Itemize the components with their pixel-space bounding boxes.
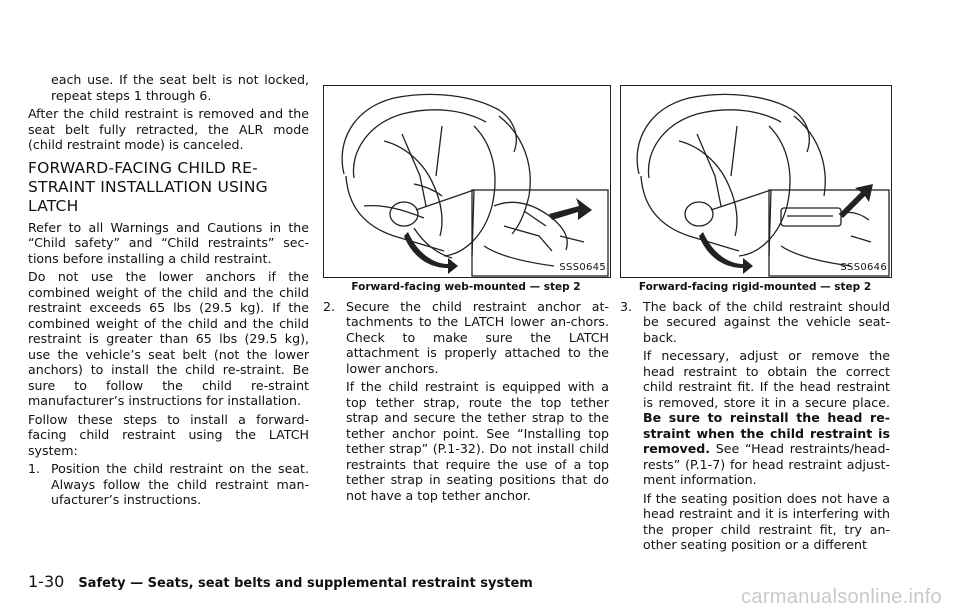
continued-paragraph: each use. If the seat belt is not locked, repeat steps 1 through 6. [51, 72, 309, 103]
refer-paragraph: Refer to all Warnings and Cautions in the “Child safety” and “Child restraints” sec-tions before installing a child restraint. [28, 219, 309, 266]
step-text: Secure the child restraint anchor at-tachments to the LATCH lower an-chors. Check to make sure the LATCH attachment is properly attached to the lower anchors. [346, 298, 609, 376]
alr-paragraph: After the child restraint is removed and the seat belt fully retracted, the ALR mode (child restraint mode) is canceled. [28, 106, 309, 152]
figure-caption: Forward-facing web-mounted — step 2 [351, 281, 581, 293]
figure-web-mounted [323, 85, 611, 278]
head-restraint-warning: Be sure to reinstall the head re-straint when the child restraint is removed. [643, 410, 890, 456]
step-text: The back of the child restraint should be secured against the vehicle seat-back. [643, 298, 890, 345]
step-number: 3. [620, 298, 633, 314]
head-restraint-paragraph [643, 348, 890, 488]
child-seat-illustration [621, 86, 891, 277]
anchors-paragraph: Do not use the lower anchors if the combined weight of the child and the child restraint exceeds 65 lbs (29.5 kg). If the combined weight of the child and the child restraint is greater than 65 lbs (29.5 kg), use the vehicle’s seat belt (not the lower anchors) to install the child re-straint. Be sure to follow the child re-straint manufacturer’s instructions for installation. [28, 269, 309, 408]
step-text: Position the child restraint on the seat. Always follow the child restraint man-ufacturer’s instructions. [51, 461, 309, 507]
text-column-2 [323, 85, 609, 506]
figure-caption: Forward-facing rigid-mounted — step 2 [638, 281, 872, 293]
figure-code: SSS0646 [840, 261, 887, 273]
head-restraint-text: If necessary, adjust or remove the head restraint to obtain the correct child restraint fit. If the head restraint is removed, store it in a secure place. [643, 348, 890, 410]
step-2 [323, 299, 609, 504]
tether-paragraph: If the child restraint is equipped with a top tether strap, route the top tether strap and secure the tether strap to the tether anchor point. See “Installing top tether strap” (P.1-32). Do not install child restraints that require the use of a top tether strap in seating positions that do not have a top tether anchor. [346, 379, 609, 503]
text-column-3 [620, 85, 890, 556]
chapter-title: Safety — Seats, seat belts and supplemental restraint system [78, 576, 533, 591]
watermark: carmanualsonline.info [741, 586, 942, 608]
step-3 [620, 299, 890, 553]
section-title: FORWARD-FACING CHILD RE-STRAINT INSTALLATION USING LATCH [28, 158, 268, 215]
no-head-restraint-paragraph: If the seating position does not have a head restraint and it is interfering with the proper child restraint fit, try an-other seating position or a different [643, 490, 890, 552]
text-column-1 [28, 72, 309, 511]
step-number: 2. [323, 298, 336, 314]
follow-paragraph: Follow these steps to install a forward-facing child restraint using the LATCH system: [28, 411, 309, 458]
step-number: 1. [28, 461, 41, 476]
child-seat-illustration [324, 86, 610, 277]
page-number: 1-30 [28, 572, 65, 591]
figure-rigid-mounted [620, 85, 892, 278]
step-1 [28, 461, 309, 508]
page-footer [28, 572, 533, 591]
figure-code: SSS0645 [559, 261, 606, 273]
head-restraint-reference: See “Head restraints/head-rests” (P.1-7) for head restraint adjust-ment information. [643, 441, 890, 487]
